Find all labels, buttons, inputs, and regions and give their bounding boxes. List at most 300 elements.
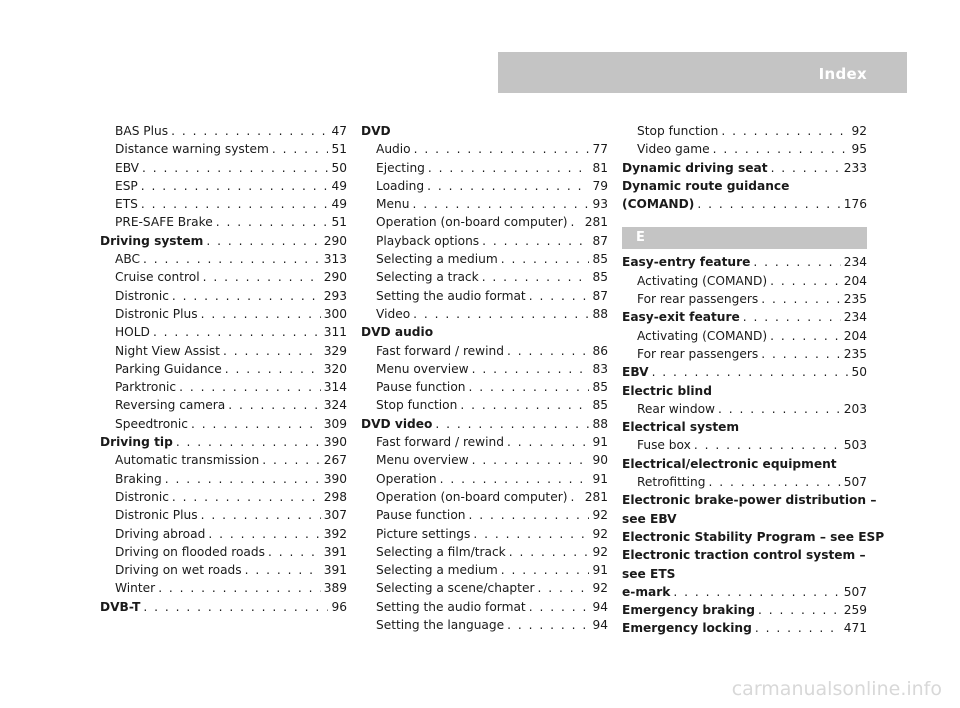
index-entry[interactable] (361, 561, 608, 579)
entry-term: ETS (115, 197, 138, 212)
entry-term: Activating (COMAND) (637, 273, 768, 288)
page-number[interactable]: 389 (323, 581, 347, 596)
dot-leader (697, 195, 840, 213)
index-entry[interactable] (622, 491, 877, 509)
dot-leader (770, 327, 841, 345)
index-entry[interactable] (622, 619, 867, 637)
page-number[interactable]: 311 (323, 325, 347, 340)
page-number[interactable]: 94 (592, 618, 608, 633)
entry-term: Menu overview (376, 453, 469, 468)
page-number[interactable]: 92 (592, 544, 608, 559)
dot-leader (570, 488, 581, 506)
index-entry[interactable] (361, 140, 608, 158)
index-entry[interactable] (622, 436, 867, 454)
page-number[interactable]: 290 (323, 270, 347, 285)
entry-term: Playback options (376, 233, 480, 248)
entry-term: Operation (on-board computer) (376, 489, 568, 504)
page-number[interactable]: 95 (851, 142, 867, 157)
dot-leader (165, 470, 321, 488)
index-entry[interactable] (622, 327, 867, 345)
page-number[interactable]: 281 (584, 215, 608, 230)
page-number[interactable]: 324 (323, 398, 347, 413)
index-entry[interactable] (100, 396, 347, 414)
entry-term: Selecting a scene/chapter (376, 581, 535, 596)
dot-leader (469, 506, 590, 524)
dot-leader (570, 213, 581, 231)
index-entry[interactable] (361, 616, 608, 634)
page-number[interactable]: 471 (843, 621, 867, 636)
entry-term: For rear passengers (637, 292, 759, 307)
dot-leader (721, 122, 848, 140)
dot-leader (771, 159, 841, 177)
index-entry[interactable] (100, 579, 347, 597)
dot-leader (469, 378, 590, 396)
entry-term: Stop function (637, 124, 719, 138)
entry-term: Menu (376, 197, 410, 212)
entry-term: DVB-T (100, 599, 141, 614)
entry-term: Emergency locking (622, 621, 752, 636)
dot-leader (142, 159, 328, 177)
page-number[interactable]: 204 (843, 273, 867, 288)
dot-leader (262, 451, 321, 469)
index-entry[interactable] (622, 345, 867, 363)
index-entry[interactable] (100, 470, 347, 488)
entry-term: Winter (115, 581, 156, 596)
page-number[interactable]: 91 (592, 563, 608, 578)
page-number[interactable]: 234 (843, 310, 867, 325)
page-number[interactable]: 309 (323, 416, 347, 431)
entry-term: Operation (on-board computer) (376, 215, 568, 230)
dot-leader (753, 253, 840, 271)
index-entry[interactable] (100, 525, 347, 543)
entry-term: Driving on flooded roads (115, 544, 265, 559)
entry-term: Retrofitting (637, 475, 706, 490)
dot-leader (694, 436, 841, 454)
index-entry[interactable] (100, 506, 347, 524)
entry-term: PRE-SAFE Brake (115, 215, 213, 230)
index-entry[interactable] (622, 528, 885, 546)
index-entry[interactable] (361, 342, 608, 360)
page-number[interactable]: 88 (592, 416, 608, 431)
entry-term: Pause function (376, 380, 466, 395)
entry-term: Reversing camera (115, 398, 226, 413)
index-entry[interactable] (361, 177, 608, 195)
page-number[interactable]: 233 (843, 160, 867, 175)
index-entry[interactable] (361, 488, 608, 506)
dot-leader (509, 543, 590, 561)
entry-term: Rear window (637, 401, 716, 416)
page-number[interactable]: 79 (592, 178, 608, 193)
index-entry[interactable] (622, 583, 867, 601)
index-entry[interactable] (361, 360, 608, 378)
entry-term: Operation (376, 471, 437, 486)
dot-leader (482, 232, 589, 250)
entry-term: Driving on wet roads (115, 563, 242, 578)
index-entry[interactable] (361, 232, 608, 250)
index-entry[interactable] (622, 363, 867, 381)
index-entry[interactable] (361, 213, 608, 231)
entry-term: EBV (115, 160, 140, 175)
index-entry[interactable] (622, 272, 867, 290)
index-entry[interactable] (361, 543, 608, 561)
dot-leader (761, 290, 841, 308)
index-entry[interactable] (100, 561, 347, 579)
entry-term: Parktronic (115, 380, 177, 395)
dot-leader (268, 543, 321, 561)
index-entry[interactable] (361, 378, 608, 396)
entry-term: ABC (115, 252, 140, 267)
dot-leader (208, 525, 320, 543)
index-column-1 (100, 122, 347, 616)
page-number[interactable]: 92 (592, 581, 608, 596)
entry-term: Speedtronic (115, 416, 188, 431)
page-number[interactable]: 293 (323, 288, 347, 303)
entry-term: Night View Assist (115, 343, 220, 358)
entry-term: Driving tip (100, 435, 173, 450)
page-number[interactable]: 91 (592, 435, 608, 450)
page-number[interactable]: 92 (592, 526, 608, 541)
page-number[interactable]: 235 (843, 346, 867, 361)
entry-term: Fast forward / rewind (376, 435, 504, 450)
dot-leader (673, 583, 840, 601)
dot-leader (172, 488, 321, 506)
dot-leader (472, 451, 590, 469)
index-entry[interactable] (622, 159, 867, 177)
index-entry[interactable] (361, 396, 608, 414)
dot-leader (191, 415, 321, 433)
index-entry[interactable] (361, 579, 608, 597)
entry-term: Selecting a medium (376, 252, 498, 267)
index-entry[interactable] (100, 378, 347, 396)
page-number[interactable]: 92 (592, 508, 608, 523)
entry-term: Fuse box (637, 438, 691, 453)
entry-term: DVD video (361, 416, 433, 431)
index-entry[interactable] (100, 451, 347, 469)
index-entry[interactable] (361, 598, 608, 616)
entry-term: e-mark (622, 584, 671, 599)
dot-leader (718, 400, 841, 418)
page-number[interactable]: 307 (323, 508, 347, 523)
page-number[interactable]: 313 (323, 252, 347, 267)
entry-term: Selecting a medium (376, 563, 498, 578)
index-entry[interactable] (361, 470, 608, 488)
page-number[interactable]: 176 (843, 197, 867, 212)
page-number[interactable]: 507 (843, 475, 867, 490)
page-number[interactable]: 259 (843, 603, 867, 618)
dot-leader (501, 250, 590, 268)
entry-term: Braking (115, 471, 162, 486)
dot-leader (755, 619, 841, 637)
dot-leader (141, 177, 329, 195)
dot-leader (225, 360, 321, 378)
index-entry[interactable] (622, 546, 867, 564)
dot-leader (158, 579, 321, 597)
entry-term: Selecting a film/track (376, 544, 506, 559)
page-number[interactable]: 281 (584, 489, 608, 504)
page-title: Index (818, 65, 867, 83)
page-number[interactable]: 503 (843, 438, 867, 453)
entry-term: For rear passengers (637, 346, 759, 361)
page-number[interactable]: 86 (592, 343, 608, 358)
index-entry[interactable] (622, 195, 867, 213)
index-entry[interactable] (361, 195, 608, 213)
index-entry[interactable] (622, 565, 867, 583)
dot-leader (171, 122, 328, 140)
dot-leader (143, 598, 328, 616)
dot-leader (758, 601, 841, 619)
index-entry[interactable] (100, 323, 347, 341)
entry-term: Electric blind (622, 383, 712, 398)
index-entry[interactable] (100, 159, 347, 177)
entry-term: Pause function (376, 508, 466, 523)
dot-leader (203, 268, 321, 286)
page-number[interactable]: 50 (331, 160, 347, 175)
entry-term: DVD (361, 124, 391, 138)
index-entry[interactable] (100, 195, 347, 213)
index-entry[interactable] (100, 415, 347, 433)
entry-term: Video game (637, 142, 710, 157)
page-number[interactable]: 51 (331, 142, 347, 157)
dot-leader (413, 305, 589, 323)
dot-leader (507, 433, 589, 451)
page-number[interactable]: 96 (331, 599, 347, 614)
index-entry[interactable] (100, 213, 347, 231)
entry-term: Video (376, 306, 411, 321)
entry-term: Setting the audio format (376, 288, 526, 303)
page-number[interactable]: 203 (843, 401, 867, 416)
entry-term: Fast forward / rewind (376, 343, 504, 358)
page-number[interactable]: 267 (323, 453, 347, 468)
index-entry[interactable] (100, 287, 347, 305)
entry-term: Easy-exit feature (622, 310, 740, 325)
entry-term: Selecting a track (376, 270, 479, 285)
index-entry[interactable] (622, 290, 867, 308)
entry-term: Setting the language (376, 618, 505, 633)
index-column-2 (361, 122, 608, 634)
entry-term: Cruise control (115, 270, 200, 285)
page-number[interactable]: 235 (843, 292, 867, 307)
dot-leader (245, 561, 321, 579)
dot-leader (460, 396, 589, 414)
entry-term: Menu overview (376, 361, 469, 376)
index-entry[interactable] (361, 525, 608, 543)
page-number[interactable]: 314 (323, 380, 347, 395)
page-number[interactable]: 234 (843, 255, 867, 270)
entry-term: Loading (376, 178, 425, 193)
page-number[interactable]: 390 (323, 435, 347, 450)
page-number[interactable]: 507 (843, 584, 867, 599)
dot-leader (228, 396, 321, 414)
page-number[interactable]: 92 (851, 124, 867, 138)
index-entry[interactable] (622, 418, 867, 436)
index-entry[interactable] (361, 250, 608, 268)
entry-term: BAS Plus (115, 124, 169, 138)
entry-term: Electronic brake-power distribution – (622, 493, 877, 508)
dot-leader (141, 195, 329, 213)
index-entry[interactable] (622, 400, 867, 418)
page-number[interactable]: 85 (592, 380, 608, 395)
index-entry[interactable] (361, 323, 608, 341)
index-entry[interactable] (100, 342, 347, 360)
dot-leader (713, 140, 849, 158)
dot-leader (529, 287, 590, 305)
dot-leader (412, 195, 589, 213)
dot-leader (507, 342, 589, 360)
page-number[interactable]: 290 (323, 233, 347, 248)
entry-term: Electrical/electronic equipment (622, 456, 837, 471)
index-entry[interactable] (361, 268, 608, 286)
dot-leader (414, 140, 590, 158)
entry-term: Driving abroad (115, 526, 206, 541)
page-number[interactable]: 87 (592, 288, 608, 303)
index-entry[interactable] (622, 510, 867, 528)
dot-leader (206, 232, 320, 250)
index-entry[interactable] (100, 305, 347, 323)
page-number[interactable]: 93 (592, 197, 608, 212)
dot-leader (743, 308, 841, 326)
page-number[interactable]: 50 (851, 365, 867, 380)
index-entry[interactable] (100, 140, 347, 158)
page-number[interactable]: 91 (592, 471, 608, 486)
entry-term: Distance warning system (115, 142, 269, 157)
index-entry[interactable] (100, 488, 347, 506)
watermark: carmanualsonline.info (731, 678, 942, 700)
page-number[interactable]: 88 (592, 306, 608, 321)
page-number[interactable]: 81 (592, 160, 608, 175)
page-number[interactable]: 392 (323, 526, 347, 541)
index-column-3 (622, 122, 885, 638)
page-number[interactable]: 390 (323, 471, 347, 486)
index-entry[interactable] (100, 177, 347, 195)
index-entry[interactable] (622, 253, 867, 271)
page-number[interactable]: 85 (592, 252, 608, 267)
dot-leader (272, 140, 329, 158)
dot-leader (472, 360, 590, 378)
dot-leader (176, 433, 321, 451)
entry-term: Distronic Plus (115, 306, 198, 321)
page-number[interactable]: 329 (323, 343, 347, 358)
index-entry[interactable] (622, 382, 867, 400)
entry-term: Parking Guidance (115, 361, 222, 376)
dot-leader (201, 506, 321, 524)
index-entry[interactable] (361, 305, 608, 323)
dot-leader (179, 378, 321, 396)
dot-leader (708, 473, 840, 491)
entry-term: Distronic Plus (115, 508, 198, 523)
page-number[interactable]: 49 (331, 197, 347, 212)
index-entry[interactable] (622, 473, 867, 491)
entry-term: Setting the audio format (376, 599, 526, 614)
index-entry[interactable] (361, 122, 608, 140)
entry-term: Audio (376, 142, 411, 157)
index-entry[interactable] (361, 451, 608, 469)
index-entry[interactable] (361, 415, 608, 433)
dot-leader (501, 561, 590, 579)
entry-term: see EBV (622, 511, 677, 526)
index-entry[interactable] (622, 140, 867, 158)
entry-term: Ejecting (376, 160, 425, 175)
dot-leader (143, 250, 321, 268)
entry-term: (COMAND) (622, 197, 695, 212)
dot-leader (201, 305, 321, 323)
page-number[interactable]: 90 (592, 453, 608, 468)
index-entry[interactable] (100, 360, 347, 378)
dot-leader (507, 616, 589, 634)
entry-term: Distronic (115, 489, 169, 504)
dot-leader (770, 272, 841, 290)
dot-leader (482, 268, 590, 286)
page-number[interactable]: 391 (323, 544, 347, 559)
entry-term: Electronic traction control system – (622, 548, 866, 563)
dot-leader (153, 323, 321, 341)
dot-leader (172, 287, 321, 305)
entry-term: Dynamic route guidance (622, 178, 790, 193)
index-entry[interactable] (100, 122, 347, 140)
page-number[interactable]: 94 (592, 599, 608, 614)
entry-term: Activating (COMAND) (637, 328, 768, 343)
page-number[interactable]: 49 (331, 178, 347, 193)
entry-term: Emergency braking (622, 603, 756, 618)
entry-term: EBV (622, 365, 649, 380)
page-number[interactable]: 204 (843, 328, 867, 343)
page-number[interactable]: 77 (592, 142, 608, 157)
index-entry[interactable] (361, 159, 608, 177)
index-entry[interactable] (100, 433, 347, 451)
index-entry[interactable] (622, 601, 867, 619)
page-number[interactable]: 47 (331, 124, 347, 138)
index-entry[interactable] (100, 232, 347, 250)
entry-term: Distronic (115, 288, 169, 303)
entry-term: Stop function (376, 398, 458, 413)
entry-term: see ETS (622, 566, 676, 581)
index-entry[interactable] (100, 268, 347, 286)
index-entry[interactable] (622, 455, 867, 473)
entry-term: Automatic transmission (115, 453, 260, 468)
dot-leader (537, 579, 589, 597)
entry-term: Easy-entry feature (622, 255, 751, 270)
dot-leader (473, 525, 589, 543)
dot-leader (529, 598, 590, 616)
dot-leader (440, 470, 590, 488)
page-number[interactable]: 320 (323, 361, 347, 376)
page-number[interactable]: 87 (592, 233, 608, 248)
index-entry[interactable] (100, 543, 347, 561)
index-entry[interactable] (622, 122, 867, 140)
dot-leader (435, 415, 589, 433)
page-number[interactable]: 85 (592, 398, 608, 413)
page-number[interactable]: 391 (323, 563, 347, 578)
index-entry[interactable] (100, 598, 347, 616)
index-entry[interactable] (100, 250, 347, 268)
entry-term: Dynamic driving seat (622, 160, 768, 175)
index-entry[interactable] (361, 433, 608, 451)
index-entry[interactable] (622, 308, 867, 326)
page-number[interactable]: 51 (331, 215, 347, 230)
page-number[interactable]: 300 (323, 306, 347, 321)
entry-term: ESP (115, 178, 138, 193)
page-number[interactable]: 85 (592, 270, 608, 285)
page-number[interactable]: 298 (323, 489, 347, 504)
page-number[interactable]: 83 (592, 361, 608, 376)
index-entry[interactable] (361, 506, 608, 524)
entry-term: Picture settings (376, 526, 471, 541)
header-band (498, 52, 907, 93)
section-header: E (622, 227, 867, 249)
index-entry[interactable] (622, 177, 867, 195)
dot-leader (761, 345, 841, 363)
dot-leader (652, 363, 849, 381)
index-entry[interactable] (361, 287, 608, 305)
